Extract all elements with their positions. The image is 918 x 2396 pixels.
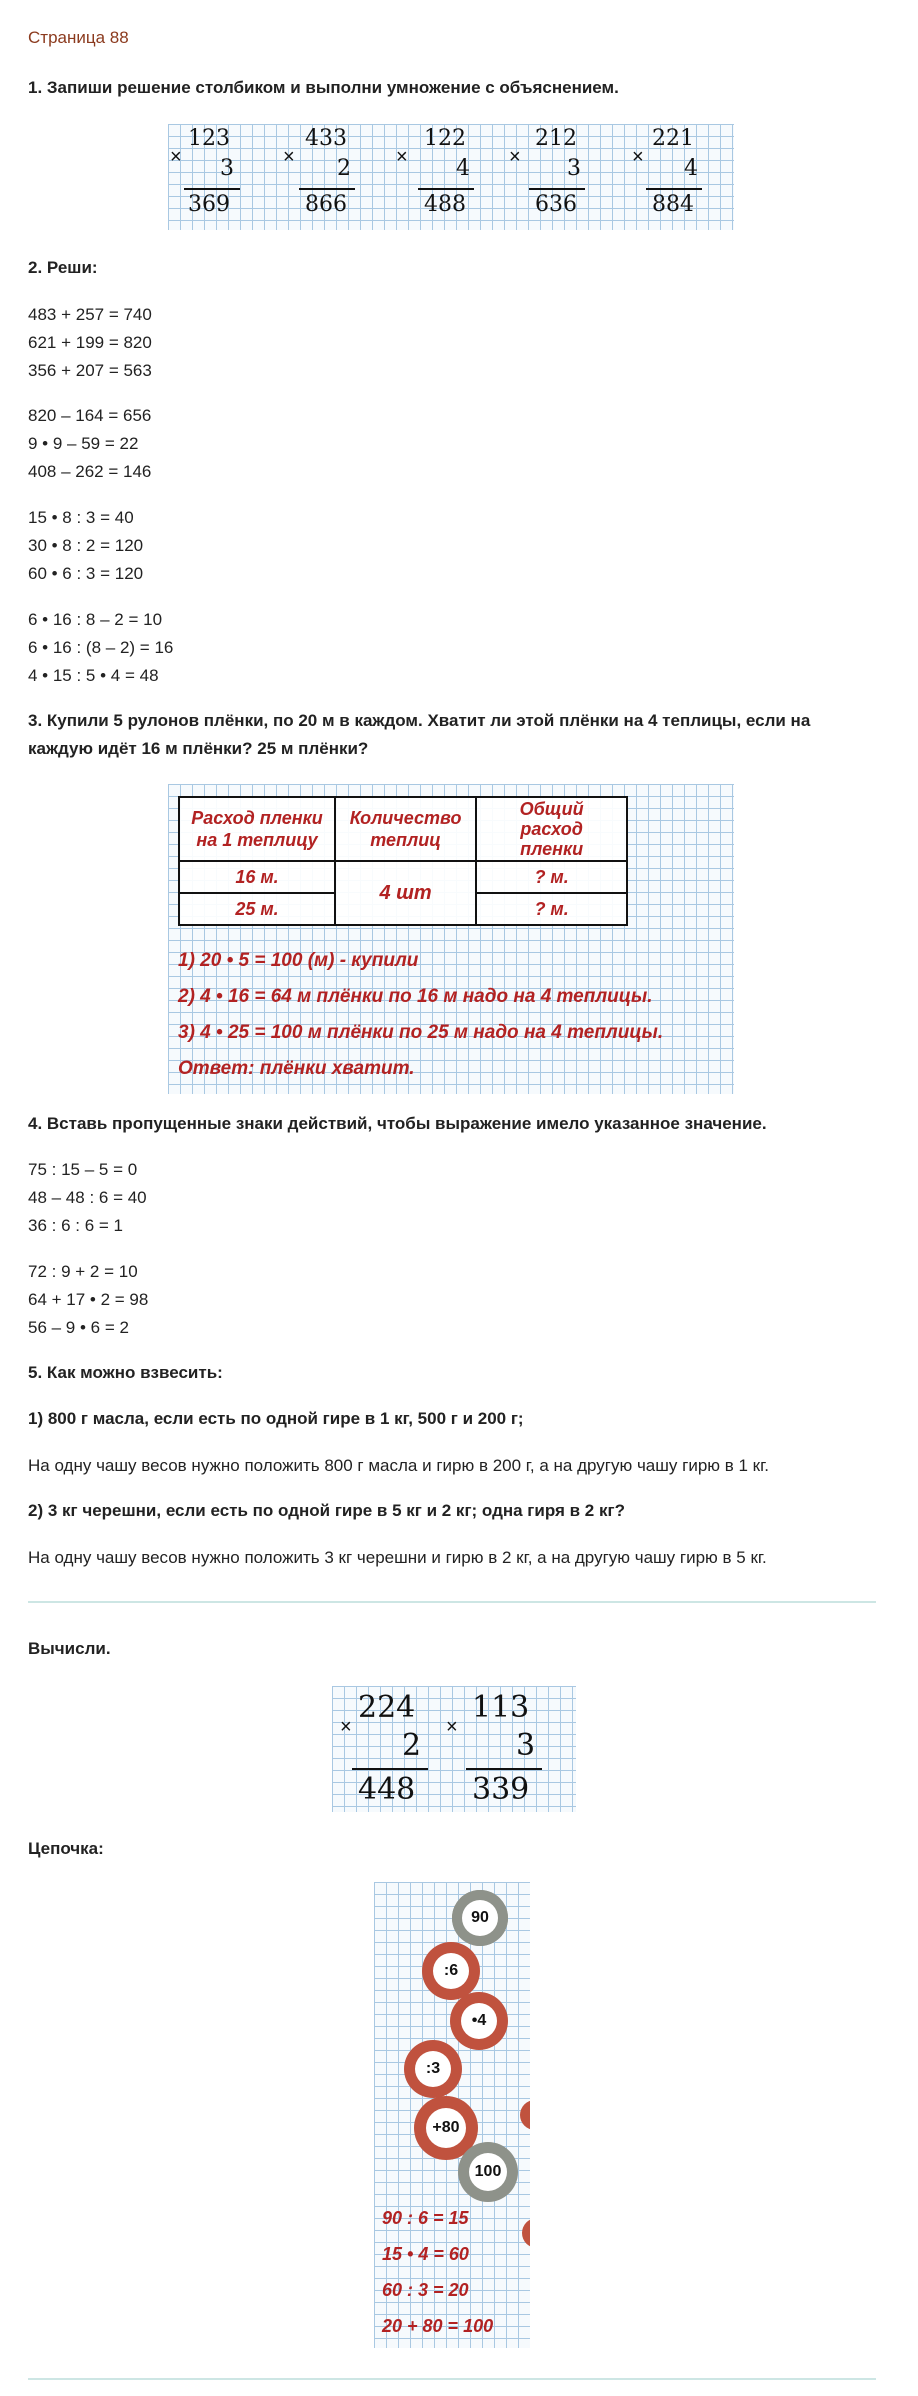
task3-table — [178, 796, 628, 926]
task3-image — [168, 784, 734, 1094]
gear-label: +80 — [426, 2108, 466, 2148]
equation: 56 – 9 • 6 = 2 — [28, 1318, 129, 1337]
equation: 408 – 262 = 146 — [28, 462, 152, 481]
equation: 30 • 8 : 2 = 120 — [28, 536, 144, 555]
gear-icon — [452, 1890, 508, 1946]
task5-q2: 2) 3 кг черешни, если есть по одной гире в 5 кг и 2 кг; одна гиря в 2 кг? — [28, 1501, 625, 1520]
chain-image — [374, 1882, 530, 2348]
result-line — [352, 1768, 428, 1770]
chain-line: 20 + 80 = 100 — [382, 2316, 494, 2336]
gear-label: :6 — [433, 1953, 469, 1989]
solution-step: 3) 4 • 25 = 100 м плёнки по 25 м надо на 4 теплицы. — [178, 1022, 664, 1043]
multiplicand: 212 — [535, 126, 577, 151]
gear-icon — [520, 2100, 530, 2130]
multiplier: 2 — [337, 156, 351, 181]
multiplicand: 224 — [358, 1690, 416, 1725]
gear-label: :3 — [415, 2051, 451, 2087]
result-line — [418, 188, 474, 190]
equation: 621 + 199 = 820 — [28, 333, 152, 352]
equation: 36 : 6 : 6 = 1 — [28, 1216, 123, 1235]
multiplicand: 433 — [305, 126, 347, 151]
result-line — [529, 188, 585, 190]
multiplicand: 221 — [652, 126, 694, 151]
mult-item — [507, 124, 620, 230]
chain-line: 90 : 6 = 15 — [382, 2208, 469, 2228]
mult-item — [332, 1686, 450, 1812]
equation: 4 • 15 : 5 • 4 = 48 — [28, 666, 159, 685]
task5-a1: На одну чашу весов нужно положить 800 г масла и гирю в 200 г, а на другую чашу гирю в 1 кг. — [28, 1456, 769, 1475]
product: 884 — [652, 192, 694, 217]
mult-item — [281, 124, 394, 230]
multiplicand: 123 — [188, 126, 230, 151]
table-cell-25m: 25 м. — [179, 893, 335, 925]
multiply-sign: × — [509, 146, 521, 168]
task5-title: 5. Как можно взвесить: — [28, 1363, 223, 1382]
compute-image — [332, 1686, 576, 1812]
solution-step: 2) 4 • 16 = 64 м плёнки по 16 м надо на 4 теплицы. — [178, 986, 653, 1007]
multiplier: 3 — [567, 156, 581, 181]
section-divider — [28, 2378, 876, 2380]
equation: 356 + 207 = 563 — [28, 361, 152, 380]
multiply-sign: × — [396, 146, 408, 168]
equation: 60 • 6 : 3 = 120 — [28, 564, 144, 583]
multiply-sign: × — [632, 146, 644, 168]
equation: 820 – 164 = 656 — [28, 406, 152, 425]
equation: 48 – 48 : 6 = 40 — [28, 1188, 147, 1207]
mult-item — [394, 124, 507, 230]
gear-icon — [404, 2040, 462, 2098]
result-line — [299, 188, 355, 190]
gear-label: 90 — [462, 1900, 498, 1936]
task3-title-line1: 3. Купили 5 рулонов плёнки, по 20 м в каждом. Хватит ли этой плёнки на 4 теплицы, если на — [28, 711, 811, 730]
multiplier: 2 — [402, 1728, 422, 1763]
multiply-sign: × — [340, 1716, 352, 1738]
gear-label: 100 — [469, 2153, 507, 2191]
multiply-sign: × — [170, 146, 182, 168]
multiplier: 4 — [456, 156, 470, 181]
multiplier: 4 — [684, 156, 698, 181]
multiply-sign: × — [283, 146, 295, 168]
result-line — [466, 1768, 542, 1770]
task1-title: 1. Запиши решение столбиком и выполни умножение с объяснением. — [28, 78, 619, 97]
multiplier: 3 — [220, 156, 234, 181]
table-cell-total-2: ? м. — [476, 893, 627, 925]
equation: 483 + 257 = 740 — [28, 305, 152, 324]
page-title: Страница 88 — [28, 28, 129, 47]
chain-line: 60 : 3 = 20 — [382, 2280, 469, 2300]
gear-label: •4 — [461, 2003, 497, 2039]
gear-icon — [458, 2142, 518, 2202]
solution-answer: Ответ: плёнки хватит. — [178, 1058, 415, 1079]
mult-item — [620, 124, 733, 230]
equation: 6 • 16 : (8 – 2) = 16 — [28, 638, 174, 657]
task1-image — [168, 124, 734, 230]
table-cell-16m: 16 м. — [179, 861, 335, 893]
gear-icon — [422, 1942, 480, 2000]
table-header-total: Общий расход пленки — [476, 797, 627, 861]
table-header-count: Количество теплиц — [335, 797, 476, 861]
task2-title: 2. Реши: — [28, 258, 98, 277]
multiplicand: 122 — [424, 126, 466, 151]
multiplicand: 113 — [472, 1690, 530, 1725]
gear-icon — [522, 2218, 530, 2248]
equation: 75 : 15 – 5 = 0 — [28, 1160, 138, 1179]
task4-title: 4. Вставь пропущенные знаки действий, чтобы выражение имело указанное значение. — [28, 1114, 767, 1133]
multiplier: 3 — [516, 1728, 536, 1763]
result-line — [184, 188, 240, 190]
mult-item — [444, 1686, 574, 1812]
product: 339 — [472, 1772, 530, 1807]
product: 488 — [424, 192, 466, 217]
solution-step: 1) 20 • 5 = 100 (м) - купили — [178, 950, 419, 971]
equation: 9 • 9 – 59 = 22 — [28, 434, 139, 453]
table-cell-count: 4 шт — [335, 861, 476, 925]
mult-item — [168, 124, 281, 230]
task3-title-line2: каждую идёт 16 м плёнки? 25 м плёнки? — [28, 739, 369, 758]
product: 636 — [535, 192, 577, 217]
task5-a2: На одну чашу весов нужно положить 3 кг черешни и гирю в 2 кг, а на другую чашу гирю в 5 кг. — [28, 1548, 767, 1567]
gear-icon — [450, 1992, 508, 2050]
product: 369 — [188, 192, 230, 217]
product: 448 — [358, 1772, 416, 1807]
equation: 15 • 8 : 3 = 40 — [28, 508, 134, 527]
section-divider — [28, 1601, 876, 1603]
equation: 6 • 16 : 8 – 2 = 10 — [28, 610, 163, 629]
equation: 72 : 9 + 2 = 10 — [28, 1262, 138, 1281]
chain-line: 15 • 4 = 60 — [382, 2244, 469, 2264]
chain-title: Цепочка: — [28, 1839, 104, 1858]
result-line — [646, 188, 702, 190]
product: 866 — [305, 192, 347, 217]
compute-title: Вычисли. — [28, 1639, 111, 1658]
table-header-rate: Расход пленки на 1 теплицу — [179, 797, 335, 861]
equation: 64 + 17 • 2 = 98 — [28, 1290, 149, 1309]
multiply-sign: × — [446, 1716, 458, 1738]
task5-q1: 1) 800 г масла, если есть по одной гире в 1 кг, 500 г и 200 г; — [28, 1409, 524, 1428]
table-cell-total-1: ? м. — [476, 861, 627, 893]
